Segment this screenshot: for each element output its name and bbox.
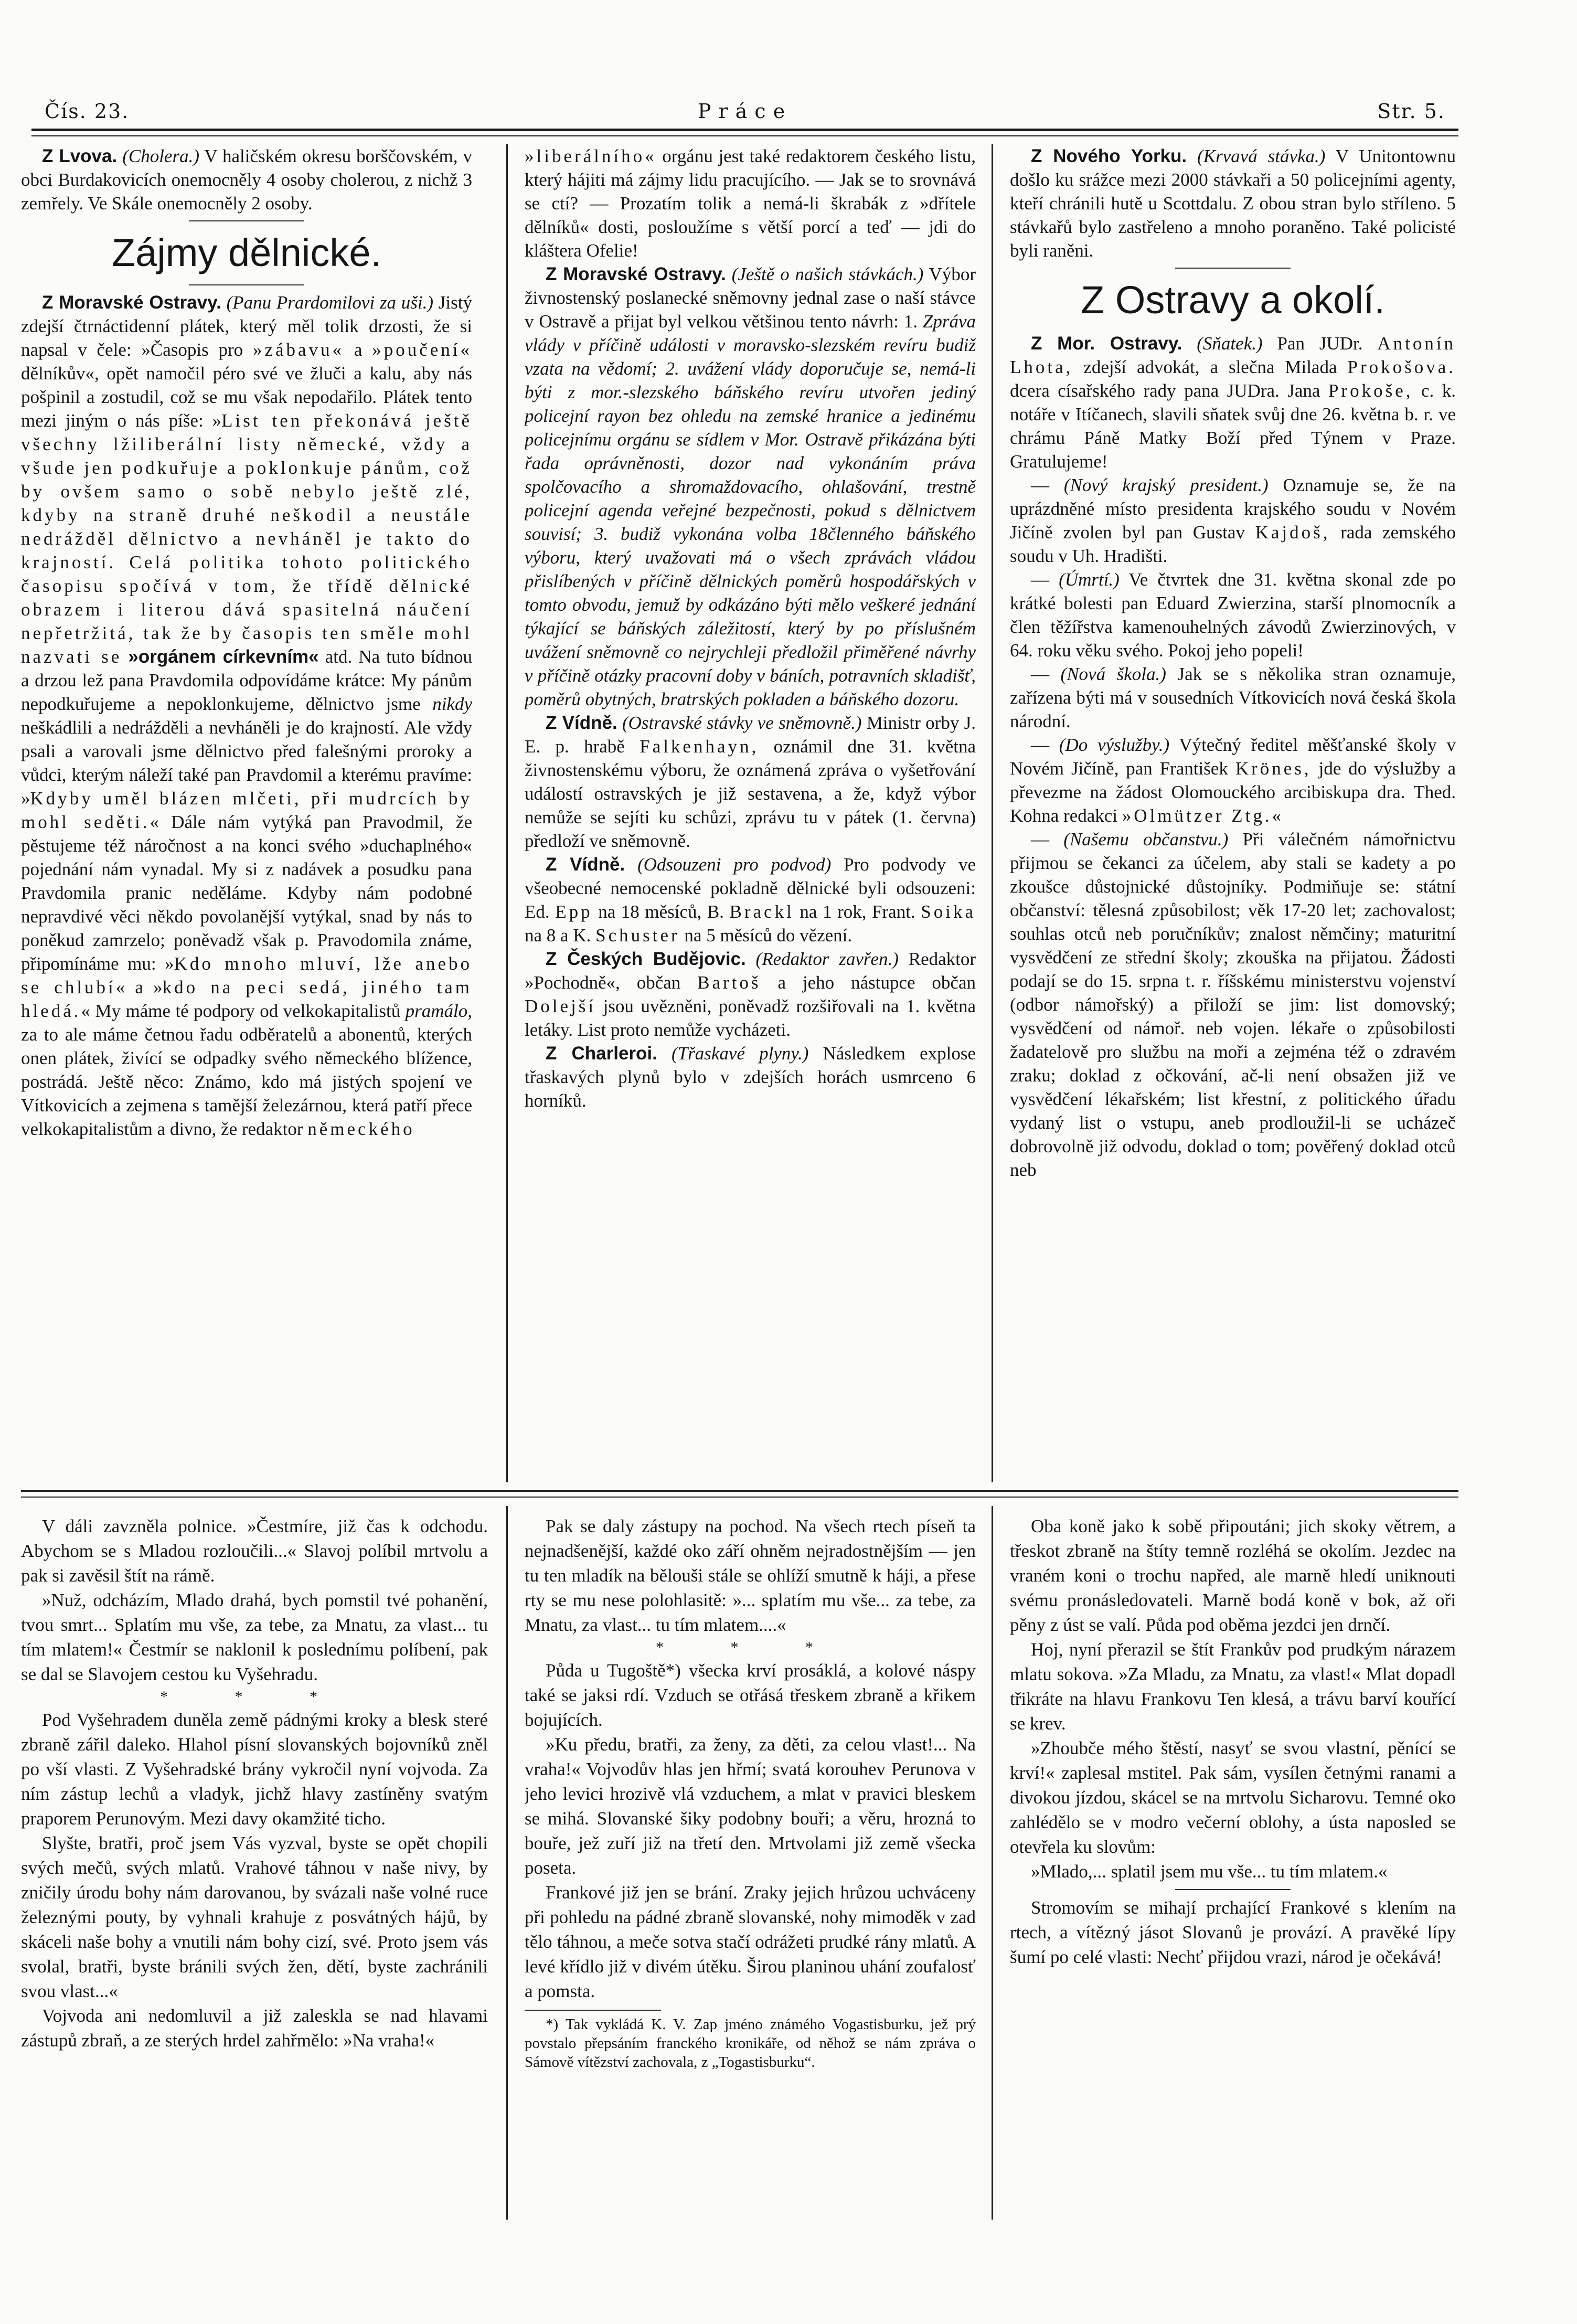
- article-umrti: — (Úmrtí.) Ve čtvrtek dne 31. května skonal zde po krátké bolesti pan Eduard Zwierzina, starší plnomocník a člen těžířstva kamenouhelných závodů Zwierzinových, v 64. roku věku svého. Pokoj jeho popeli!: [1010, 569, 1456, 661]
- story-paragraph: »Zhoubče mého štěstí, nasyť se svou vlastní, pěnící se krví!« zaplesal mstitel. Pak sám, vysílen četnými ranami a divokou jízdou, skácel se na mrtvolu Sicharovu. Temné oko zahlédělo se v modro večerní oblohy, a ústa naposled se otevřela ku slovům:: [1010, 1738, 1456, 1857]
- header-rule-thin: [31, 135, 1458, 136]
- text: Redaktor »Pochodně«, občan: [525, 949, 976, 993]
- article-tag: (Úmrtí.): [1059, 569, 1120, 590]
- story-paragraph: V dáli zavzněla polnice. »Čestmíre, již čas k odchodu. Abychom se s Mladou rozloučili...« Slavoj políbil mrtvolu a pak si zavěsil štít na rámě.: [21, 1516, 488, 1586]
- story-paragraph: Půda u Tugoště*) všecka krví prosáklá, a kolové náspy také se jaksi rdí. Vzduch se otřásá třeskem zbraně a křikem bojujících.: [525, 1660, 976, 1730]
- text: jde do výslužby a převezme na žádost Olomouckého arcibiskupa dra. Thed. Kohna redakci: [1010, 758, 1456, 826]
- text-spaced: Kdo mnoho mluví, lže anebo se chlubí: [21, 953, 472, 997]
- feuilleton-rule: [21, 1490, 1458, 1492]
- text: « My máme té podpory od velkokapitalistů: [81, 1001, 401, 1021]
- text: Jak se s několika stran oznamuje, zařízena býti má v sousedních Vítkovicích nová česká škola národní.: [1010, 664, 1456, 731]
- text: jsou uvězněni, poněvadž rozšiřovali na 1. května letáky. List proto nemůže vycházeti.: [525, 996, 976, 1040]
- story-column-2: [525, 1514, 976, 2212]
- story-paragraph: »Ku předu, bratři, za ženy, za děti, za celou vlast!... Na vraha!« Vojvodův hlas jen hřmí; svatá korouhev Perunova v jeho levici hrozivě vlá vzduchem, a mlat v pravici bleskem se mihá. Slovanské šiky podobny bouři; a věru, hrozná to bouře, jež zuří již na třetí den. Mrtvolami již země všecka poseta.: [525, 1734, 976, 1878]
- dateline: Z Vídně.: [546, 713, 617, 733]
- text: zdejší advokát, a slečna Milada: [1083, 357, 1337, 377]
- text-spaced: Kdyby uměl blázen mlčeti, při mudrcích by mohl seděti.: [21, 788, 472, 832]
- text-spaced: Epp: [555, 901, 593, 922]
- article-skola: — (Nová škola.) Jak se s několika stran oznamuje, zařízena býti má v sousedních Vítkovicích nová česká škola národní.: [1010, 664, 1456, 731]
- article-vidne-podvod: [525, 853, 976, 947]
- story-paragraph: Pak se daly zástupy na pochod. Na všech rtech píseň ta nejnadšenější, každé oko září ohněm nejradostnějším — jen tu ten mladík na bělouši stále se ohlíží smutně k háji, a přese rty se mu nese polohlasitě: »... splatím mu vše... za tebe, za Mnatu, za vlast... tu tím mlatem....«: [525, 1516, 976, 1635]
- newspaper-title: Práce: [697, 100, 793, 123]
- text: Pro podvody ve všeobecné nemocenské pokladně dělnické byli odsouzeni: Ed.: [525, 854, 976, 922]
- article-budejovic: [525, 947, 976, 1042]
- dateline: Z Nového Yorku.: [1031, 146, 1187, 166]
- text-spaced: »poučení«: [372, 339, 472, 360]
- text: Následkem explose třaskavých plynů bylo v zdejších horách usmrceno 6 horníků.: [525, 1043, 976, 1111]
- text: Oznamuje se, že na uprázdněné místo presidenta krajského soudu v Novém Jičíně zvolen byl pan Gustav: [1010, 475, 1456, 543]
- text: Výbor živnostenský poslanecké sněmovny jednal zase o naší stávce v Ostravě a přijat byl velkou většinou tento návrh: 1.: [525, 264, 976, 332]
- text-spaced: Brackl: [729, 901, 794, 922]
- story-paragraph: »Mlado,... splatil jsem mu vše... tu tím mlatem.«: [1031, 1861, 1388, 1882]
- dateline: Z Charleroi.: [546, 1043, 657, 1064]
- text: Pan JUDr.: [1277, 333, 1363, 354]
- text: « Dále nám vytýká pan Pravodmil, že pěstujeme též náročnost a na konci svého »duchaplného« pojednání nám vynadal. My si z nadávek a posudku pana Pravdomila pranic neděláme. Kdyby nám podobné nepravdivé věci někdo povolanější vytýkal, snad by nás to poněkud zamrzelo; poněvadž však p. Pravodomila známe, připomínáme mu: »: [21, 812, 472, 974]
- article-ostrava-stavky: [525, 262, 976, 711]
- text: Při válečném námořnictvu přijmou se čekanci za účelem, aby stali se kadety a po zkoušce důstojnické důstojníky. Podmiňuje se: státní občanství: tělesná způsobilost; věk 17-20 let; zachovalost; souhlas otců neb poručníkův; znalost němčiny; maturitní vysvědčení ze střední školy; zkouška na přijatou. Žádosti podají se do 15. srpna t. r. říšskému ministerstvu vojenství (odbor námořský) a přiloží se jim: list domovský; vysvědčení od námoř. neb vojen. lékaře o způsobilosti žadatelově pro službu na moři a zejména též o zdravém zraku; doklad z očkování, ač-li není obsažen již ve vysvědčení lékařském; list křestní, z politického úřadu vydaný list o vstupu, aneb prodloužil-li se ucházeč dobrovolně již odvodu, doklad o tom; pověřený doklad otců neb: [1010, 829, 1456, 1180]
- text: na 8 a K.: [525, 925, 591, 946]
- article-tag: (Krvavá stávka.): [1197, 146, 1326, 166]
- article-tag: (Našemu občanstvu.): [1063, 829, 1229, 850]
- section-heading: Z Ostravy a okolí.: [1081, 278, 1385, 322]
- text-spaced: kdo na peci sedá, jiného tam hledá.: [21, 977, 472, 1021]
- story-paragraph: Slyšte, bratři, proč jsem Vás vyzval, byste se opět chopili svých mečů, svých mlatů. Vrahové táhnou v naše nivy, by zničily úrodu bohy nám darovanou, by svázali naše volné ruce železnými pouty, by vyhnali krahuje z posvátných hájů, by skáceli naše bohy a vnutili nám bohy cizí, své. Proto jsem vás svolal, bratři, byste bránili svých žen, dětí, byste zachránili svou vlast...«: [21, 1833, 488, 2001]
- text: oznámil dne 31. května živnostenskému výboru, že oznámená zpráva o vyšetřování událostí ostravských je již sestavena, a že, když výbor nemůže se sejíti ku schůzi, zprávu tu v pátek (1. června) předloží ve sněmovně.: [525, 736, 976, 851]
- text: za to ale máme četnou řadu odběratelů a abonentů, kterých onen plátek, živící se odpadky svého německého blížence, postrádá. Ještě něco: Známo, kdo má jistých spojení ve Vítkovicích a zejmena s tamější železárnou, která patří přece velkokapitalistům a divno, že redaktor: [21, 1024, 472, 1139]
- dateline: Z Vídně.: [546, 854, 625, 875]
- article-tag: (Do výslužby.): [1059, 735, 1170, 755]
- article-vysluzby: — (Do výslužby.) Výtečný ředitel měšťanské školy v Novém Jičíně, pan František Krönes, jde do výslužby a převezme na žádost Olomouckého arcibiskupa dra. Thed. Kohna redakci »Olmützer Ztg.«: [1010, 735, 1456, 826]
- divider: [189, 284, 304, 285]
- text: na 18 měsíců, B.: [598, 901, 724, 922]
- article-tag: (Sňatek.): [1197, 333, 1263, 354]
- article-charleroi: [525, 1042, 976, 1112]
- text: Ministr orby J. E. p. hrabě: [525, 713, 976, 757]
- asterism: * * *: [656, 1639, 845, 1656]
- dateline: Z Moravské Ostravy.: [42, 292, 221, 313]
- text-bold: »orgánem církevním«: [128, 646, 319, 667]
- text-spaced: List ten překonává ještě všechny lžiliberální listy německé, vždy a všude jen podkuřuje a poklonkuje pánům, což by ovšem samo o sobě nebylo ještě zlé, kdyby na straně druhé neškodil a neustále nedrážděl dělnictvo a nevháněl je takto do krajností.: [21, 410, 472, 572]
- header-rule: [31, 129, 1458, 131]
- text-spaced: Antonín Lhota,: [1010, 333, 1456, 377]
- text: dcera císařského rady pana JUDra. Jana: [1010, 380, 1320, 401]
- text: a jeho nástupce občan: [777, 972, 976, 993]
- article-ostrava-pravdomil: [21, 291, 472, 1141]
- text-spaced: Prokošova.: [1347, 357, 1456, 377]
- text: Ve čtvrtek dne 31. května skonal zde po krátké bolesti pan Eduard Zwierzina, starší plnomocník a člen těžířstva kamenouhelných závodů Zwierzinových, v 64. roku věku svého. Pokoj jeho popeli!: [1010, 569, 1456, 661]
- story-paragraph: Frankové již jen se brání. Zraky jejich hrůzou uchváceny při pohledu na pádné zbraně slovanské, nohy mimoděk v zad tělo táhnou, a meče sotva stačí odrážeti prudké rány mlatů. A levé křídlo již v divém útěku. Širou planinou uhání zoufalosť a pomsta.: [525, 1882, 976, 2001]
- text-spaced: Bartoš: [697, 972, 761, 993]
- text-spaced: Dolejší: [525, 996, 596, 1016]
- text: « a »: [115, 977, 163, 997]
- feuilleton-rule-thin: [21, 1497, 1458, 1498]
- text-spaced: Falkenhayn,: [640, 736, 759, 757]
- footnote-rule: [525, 2010, 661, 2011]
- text: a: [354, 339, 363, 360]
- section-heading: Zájmy dělnické.: [111, 231, 382, 274]
- text-spaced: Soika: [921, 901, 976, 922]
- story-column-3: [1010, 1514, 1456, 2212]
- text-spaced: »zábavu«: [252, 339, 345, 360]
- article-tag: (Třaskavé plyny.): [672, 1043, 809, 1064]
- text-spaced: Krönes,: [1235, 758, 1312, 779]
- text-spaced: »liberálního«: [525, 146, 657, 166]
- dateline: Z Českých Budějovic.: [546, 949, 746, 969]
- dateline: Z Mor. Ostravy.: [1031, 333, 1182, 354]
- text-spaced: Kajdoš,: [1255, 522, 1330, 543]
- text-spaced: německého: [307, 1119, 415, 1139]
- issue-number: Čís. 23.: [45, 100, 130, 123]
- article-vidne-stavky: [525, 711, 976, 853]
- article-tag: (Nový krajský president.): [1063, 475, 1269, 495]
- text-spaced: Prokoše,: [1328, 380, 1413, 401]
- text: V Unitontownu došlo ku srážce mezi 2000 stávkaři a 50 policejními agenty, kteří chránili hutě u Scottdalu. Z obou stran bylo stříleno. 5 stávkařů bylo zastřeleno a mnoho poraněno. Také policisté byli raněni.: [1010, 146, 1456, 261]
- divider: [1175, 268, 1291, 269]
- masthead: [45, 100, 1445, 131]
- story-paragraph: »Nuž, odcházím, Mlado drahá, bych pomstil tvé pohanění, tvou smrt... Splatím mu vše, za tebe, za Mnatu, za vlast... tu tím mlatem!« Čestmír se naklonil k poslednímu políbení, pak se dal se Slavojem cestou ku Vyšehradu.: [21, 1590, 488, 1684]
- article-tag: (Redaktor zavřen.): [755, 949, 899, 969]
- article-tag: (Nová škola.): [1060, 664, 1166, 684]
- column-rule: [992, 144, 993, 1482]
- article-text: V haličském okresu borščovském, v obci Burdakovicích onemocněly 4 osoby cholerou, z nichž 3 zemřely. Ve Skále onemocněly 2 osoby.: [21, 146, 472, 214]
- article-president: — (Nový krajský president.) Oznamuje se, že na uprázdněné místo presidenta krajského soudu v Novém Jičíně zvolen byl pan Gustav Kajdoš, rada zemského soudu v Uh. Hradišti.: [1010, 475, 1456, 566]
- text: atd. Na tuto bídnou a drzou lež pana Pravdomila odpovídáme krátce: My pánům nepodkuřujeme a nepoklonkujeme, dělnictvo jsme: [21, 646, 472, 714]
- text-spaced: Celá politika tohoto politického časopisu spočívá v tom, že třídě dělnické obrazem i literou dává spasitelná náučení nepřetržitá, tak že by časopis ten směle mohl nazvati se: [21, 552, 472, 667]
- article-tag: (Odsouzeni pro podvod): [637, 854, 832, 875]
- article-obcanstvu: — (Našemu občanstvu.) Při válečném námořnictvu přijmou se čekanci za účelem, aby stali se kadety a po zkoušce důstojnické důstojníky. Podmiňuje se: státní občanství: tělesná způsobilost; věk 17-20 let; zachovalost; souhlas otců neb poručníkův; znalost němčiny; maturitní vysvědčení ze střední školy; zkouška na přijatou. Žádosti podají se do 15. srpna t. r. říšskému ministerstvu vojenství (odbor námořský) a přiloží se jim: list domovský; vysvědčení od námoř. neb vojen. lékaře o způsobilosti žadatelově pro službu na moři a zejména též o zdravém zraku; doklad z očkování, ač-li není obsažen již ve vysvědčení lékařském; list křestní, z politického úřadu vydaný list o vstupu, aneb prodloužil-li se ucházeč dobrovolně již odvodu, doklad o tom; pověřený doklad otců neb: [1010, 829, 1456, 1180]
- dateline: Z Lvova.: [42, 146, 118, 166]
- divider: [189, 220, 304, 221]
- article-lvova: [21, 144, 472, 215]
- text: na 5 měsíců do vězení.: [684, 925, 853, 946]
- text-spaced: Schuster: [595, 925, 680, 946]
- article-continuation: [525, 144, 976, 262]
- article-new-york: [1010, 144, 1456, 262]
- text: rada zemského soudu v Uh. Hradišti.: [1010, 522, 1456, 566]
- column-rule: [506, 144, 508, 1482]
- page-number: Str. 5.: [1377, 100, 1445, 123]
- story-paragraph: Stromovím se mihají prchající Frankové s klením na rtech, a vítězný jásot Slovanů je provází. A pravěké lípy šumí po celé vlasti: Nechť přijdou vrazi, národ je očekává!: [1010, 1897, 1456, 1967]
- text: c. k. notáře v Itíčanech, slavili sňatek svůj dne 26. května b. r. ve chrámu Páně Matky Boží před Týnem v Praze. Gratulujeme!: [1010, 380, 1456, 472]
- text-italic: Zpráva vlády v příčině události v moravsko-slezském revíru budiž vzata na vědomí; 2. uvážení vlády doporučuje se, nemá-li býti z mor.-slezského báňského revíru utvořen jediný policejní rayon bez ohledu na zemské hranice a jedinému policejnímu orgánu se sídlem v Mor. Ostravě přikázána býti řada oprávněnosti, dozor nad vykonáním práva spolčovacího a shromaždovacího, ohlašování, trestně policejní agenda veřejné bezpečnosti, pokud s dělnictvem souvisí; 3. budiž vykonána volba 18členného báňského výboru, který uvažovati má o všech zprávách vládou přislíbených v příčině dělnických poměrů hospodářských v tomto obvodu, jemuž by odkázáno býti mělo veškeré jednání týkající se báňských záležitostí, který by po příslušném uvážení sněmovně co nejrychleji předložil přiměřené návrhy v příčině otázky pracovní doby v báních, potravních skladišť, poměrů obytných, bratrských pokladen a báňského dozoru.: [525, 311, 976, 709]
- story-paragraph: Oba koně jako k sobě připoutáni; jich skoky větrem, a třeskot zbraně na štíty temně rozléhá se okolím. Jezdec na vraném koni o trochu napřed, ale marně hledí uniknouti svému pronásledovateli. Marně bodá koně v bok, až oři pěny z úst se valí. Půda pod oběma jezdci jen drnčí.: [1010, 1516, 1456, 1635]
- article-tag: (Cholera.): [122, 146, 199, 166]
- divider: [1175, 1889, 1291, 1890]
- story-column-1: [21, 1514, 488, 2212]
- story-paragraph: Vojvoda ani nedomluvil a již zaleskla se nad hlavami zástupů zbraň, a ze sterých hrdel zahřmělo: »Na vraha!«: [21, 2005, 488, 2051]
- article-tag: (Panu Prardomilovi za uši.): [226, 292, 434, 313]
- text: dělníkův«, opět namočil péro své ve žluči a kalu, aby nás pošpinil a zostudil, což se mu však nepodařilo. Plátek tento mezi jiným o nás píše: »: [21, 363, 472, 431]
- text: neškádlili a nedrážděli a nevháněli je do krajností. Ale vždy psali a varovali jsme dělnictvo před falešnými proroky a vůdci, kterým náleží také pan Pravdomil a kterému pravíme: »: [21, 717, 472, 809]
- footnote: *) Tak vykládá K. V. Zap jméno známého Vogastisburku, jež prý povstalo přepsáním franckého kronikáře, od něhož se nám zpráva o Sámově vítězství zachovala, z „Togastisburku“.: [525, 2016, 976, 2071]
- text: na 1 rok, Frant.: [800, 901, 915, 922]
- dateline: Z Moravské Ostravy.: [546, 264, 726, 284]
- story-paragraph: Hoj, nyní přerazil se štít Frankův pod prudkým nárazem mlatu sokova. »Za Mladu, za Mnatu, za vlast!« Mlat dopadl třikráte na hlavu Frankovu Ten klesá, a trávu barví kouřící se krev.: [1010, 1639, 1456, 1734]
- text: Jistý zdejší čtrnáctidenní plátek, který měl tolik drzosti, že si napsal v čele: »Časopis pro: [21, 292, 472, 360]
- column-rule: [992, 1506, 993, 2220]
- article-tag: (Ostravské stávky ve sněmovně.): [622, 713, 862, 733]
- text: orgánu jest také redaktorem českého listu, který hájiti má zájmy lidu pracujícího. — Jak se to srovnává se ctí? — Prozatím tolik a nemá-li škrabák z »dřítele dělníků« dosti, posloužíme s větší porcí a teď — jdi do kláštera Ofelie!: [525, 146, 976, 261]
- article-tag: (Ještě o našich stávkách.): [731, 264, 924, 284]
- article-snatek: [1010, 332, 1456, 473]
- text-italic: nikdy: [432, 694, 472, 714]
- text-spaced: »Olmützer Ztg.«: [1122, 805, 1284, 826]
- story-paragraph: Pod Vyšehradem duněla země pádnými kroky a blesk steré zbraně zářil daleko. Hlahol písní slovanských bojovníků zněl po vší vlasti. Z Vyšehradské brány vykročil nyní vojvoda. Za ním zástup lechů a vladyk, jichž hlavy zastíněny svatým praporem Perunovým. Mezi davy okamžité ticho.: [21, 1710, 488, 1829]
- asterism: * * *: [160, 1688, 349, 1705]
- column-rule: [506, 1506, 508, 2220]
- text: Výtečný ředitel měšťanské školy v Novém Jičíně, pan František: [1010, 735, 1456, 779]
- text-italic: pramálo,: [405, 1001, 472, 1021]
